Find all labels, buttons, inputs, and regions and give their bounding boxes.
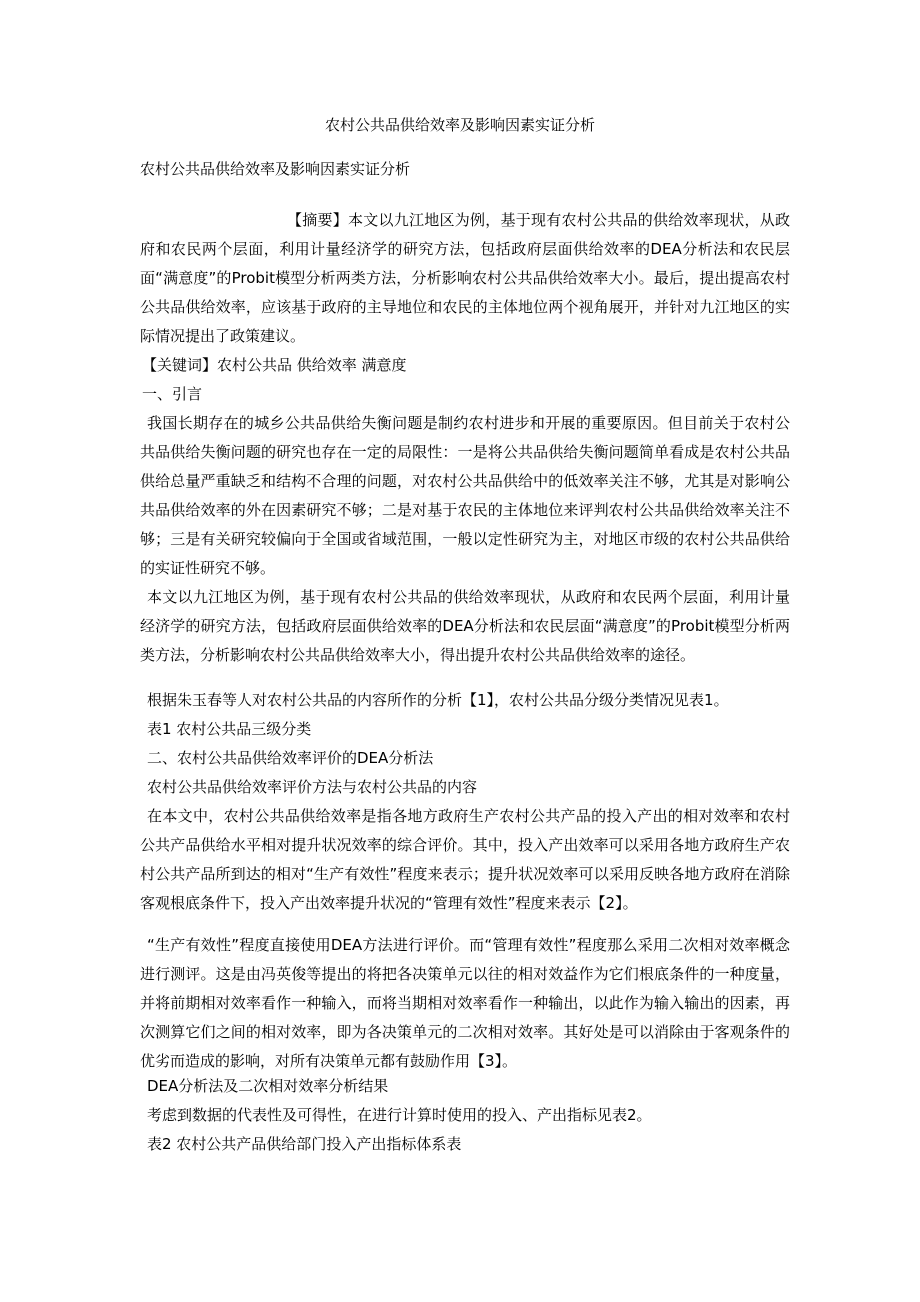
page-title: 农村公共品供给效率及影响因素实证分析 [324, 116, 595, 134]
section-heading-dea: 二、农村公共品供给效率评价的DEA分析法 [147, 749, 434, 767]
subsection-heading-method: 农村公共品供给效率评价方法与农村公共品的内容 [147, 778, 478, 796]
article-title: 农村公共品供给效率及影响因素实证分析 [140, 160, 411, 178]
table1-caption: 表1 农村公共品三级分类 [147, 720, 312, 738]
abstract-paragraph: 【摘要】本文以九江地区为例，基于现有农村公共品的供给效率现状，从政府和农民两个层面，利用计量经济学的研究方法，包括政府层面供给效率的DEA分析法和农民层面“满意度”的Probit模型分析两类方法，分析影响农村公共品供给效率大小。最后，提出提高农村公共品供给效率，应该基于政府的主导地位和农民的主体地位两个视角展开，并针对九江地区的实际情况提出了政策建议。 [140, 211, 790, 345]
paragraph-secondary-efficiency: “生产有效性”程度直接使用DEA方法进行评价。而“管理有效性”程度那么采用二次相对效率概念进行测评。这是由冯英俊等提出的将把各决策单元以往的相对效益作为它们根底条件的一种度量，并将前期相对效率看作一种输入，而将当期相对效率看作一种输出，以此作为输入输出的因素，再次测算它们之间的相对效率，即为各决策单元的二次相对效率。其好处是可以消除由于客观条件的优劣而造成的影响，对所有决策单元都有鼓励作用【3】。 [140, 936, 790, 1070]
paragraph-indicators: 考虑到数据的代表性及可得性，在进行计算时使用的投入、产出指标见表2。 [147, 1106, 652, 1124]
section-heading-intro: 一、引言 [142, 385, 203, 403]
paragraph-efficiency-definition: 在本文中，农村公共品供给效率是指各地方政府生产农村公共产品的投入产出的相对效率和农村公共产品供给水平相对提升状况效率的综合评价。其中，投入产出效率可以采用各地方政府生产农村公共产品所到达的相对“生产有效性”程度来表示；提升状况效率可以采用反映各地方政府在消除客观根底条件下，投入产出效率提升状况的“管理有效性”程度来表示【2】。 [140, 807, 790, 912]
table2-caption: 表2 农村公共产品供给部门投入产出指标体系表 [147, 1135, 462, 1153]
paragraph-table1-ref: 根据朱玉春等人对农村公共品的内容所作的分析【1】，农村公共品分级分类情况见表1。 [147, 691, 729, 709]
keywords-line: 【关键词】农村公共品 供给效率 满意度 [142, 356, 407, 374]
paragraph-method: 本文以九江地区为例，基于现有农村公共品的供给效率现状，从政府和农民两个层面，利用计量经济学的研究方法，包括政府层面供给效率的DEA分析法和农民层面“满意度”的Probit模型分析两类方法，分析影响农村公共品供给效率大小，得出提升农村公共品供给效率的途径。 [140, 588, 790, 664]
subsection-heading-results: DEA分析法及二次相对效率分析结果 [147, 1077, 389, 1095]
paragraph-intro: 我国长期存在的城乡公共品供给失衡问题是制约农村进步和开展的重要原因。但目前关于农村公共品供给失衡问题的研究也存在一定的局限性：一是将公共品供给失衡问题简单看成是农村公共品供给总量严重缺乏和结构不合理的问题，对农村公共品供给中的低效率关注不够，尤其是对影响公共品供给效率的外在因素研究不够；二是对基于农民的主体地位来评判农村公共品供给效率关注不够；三是有关研究较偏向于全国或省域范围，一般以定性研究为主，对地区市级的农村公共品供给的实证性研究不够。 [140, 414, 790, 577]
